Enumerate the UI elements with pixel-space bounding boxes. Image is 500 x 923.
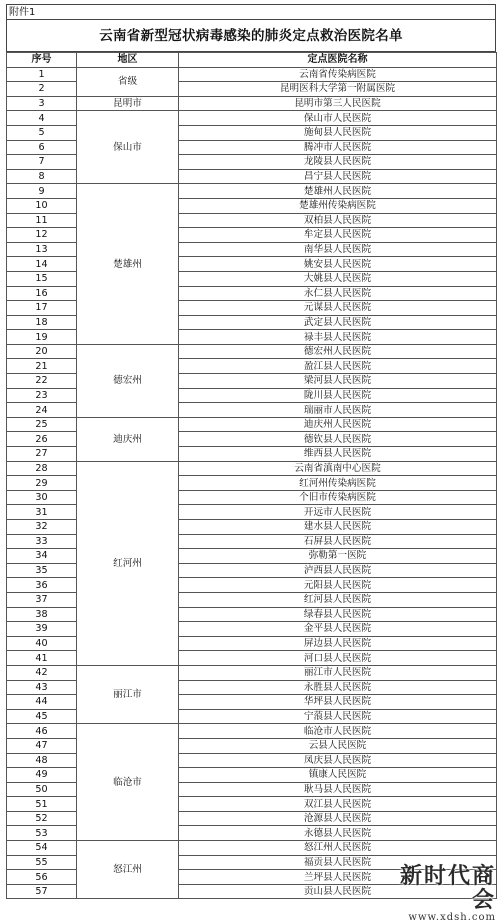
hospital-name-cell: 永德县人民医院 (179, 826, 497, 841)
serial-number-cell: 25 (7, 417, 77, 432)
hospital-name-cell: 双柏县人民医院 (179, 213, 497, 228)
serial-number-cell: 13 (7, 242, 77, 257)
header-row (7, 53, 497, 68)
table-row (7, 111, 497, 126)
serial-number-cell: 11 (7, 213, 77, 228)
serial-number-cell: 56 (7, 870, 77, 885)
watermark (378, 863, 496, 923)
serial-number-cell: 51 (7, 797, 77, 812)
hospital-name-cell: 云南省滇南中心医院 (179, 461, 497, 476)
hospital-name-cell: 兰坪县人民医院 (179, 870, 497, 885)
hospital-name-cell: 华坪县人民医院 (179, 695, 497, 710)
region-cell: 昆明市 (77, 96, 179, 111)
serial-number-cell: 40 (7, 636, 77, 651)
hospital-name-cell: 耿马县人民医院 (179, 782, 497, 797)
header-region: 地区 (77, 53, 179, 68)
hospital-name-cell: 红河州传染病医院 (179, 476, 497, 491)
hospital-name-cell: 牟定县人民医院 (179, 228, 497, 243)
hospital-name-cell: 开远市人民医院 (179, 505, 497, 520)
hospital-name-cell: 腾冲市人民医院 (179, 140, 497, 155)
hospital-name-cell: 昆明医科大学第一附属医院 (179, 82, 497, 97)
serial-number-cell: 46 (7, 724, 77, 739)
serial-number-cell: 23 (7, 388, 77, 403)
hospital-name-cell: 陇川县人民医院 (179, 388, 497, 403)
serial-number-cell: 31 (7, 505, 77, 520)
serial-number-cell: 2 (7, 82, 77, 97)
hospital-name-cell: 大姚县人民医院 (179, 271, 497, 286)
hospital-name-cell: 瑞丽市人民医院 (179, 403, 497, 418)
serial-number-cell: 6 (7, 140, 77, 155)
hospital-name-cell: 昆明市第三人民医院 (179, 96, 497, 111)
hospital-name-cell: 云县人民医院 (179, 738, 497, 753)
hospital-name-cell: 盈江县人民医院 (179, 359, 497, 374)
hospital-name-cell: 沧源县人民医院 (179, 811, 497, 826)
region-cell: 红河州 (77, 461, 179, 665)
hospital-name-cell: 永胜县人民医院 (179, 680, 497, 695)
hospital-name-cell: 宁蒗县人民医院 (179, 709, 497, 724)
region-cell: 丽江市 (77, 665, 179, 723)
serial-number-cell: 48 (7, 753, 77, 768)
hospital-name-cell: 元谋县人民医院 (179, 301, 497, 316)
serial-number-cell: 32 (7, 520, 77, 535)
hospital-name-cell: 弥勒第一医院 (179, 549, 497, 564)
hospital-name-cell: 楚雄州人民医院 (179, 184, 497, 199)
serial-number-cell: 19 (7, 330, 77, 345)
serial-number-cell: 50 (7, 782, 77, 797)
serial-number-cell: 9 (7, 184, 77, 199)
table-row (7, 184, 497, 199)
table-row (7, 665, 497, 680)
serial-number-cell: 38 (7, 607, 77, 622)
table-row (7, 344, 497, 359)
serial-number-cell: 33 (7, 534, 77, 549)
serial-number-cell: 16 (7, 286, 77, 301)
serial-number-cell: 4 (7, 111, 77, 126)
serial-number-cell: 18 (7, 315, 77, 330)
hospital-name-cell: 红河县人民医院 (179, 592, 497, 607)
serial-number-cell: 12 (7, 228, 77, 243)
table-row (7, 67, 497, 82)
hospital-name-cell: 凤庆县人民医院 (179, 753, 497, 768)
serial-number-cell: 15 (7, 271, 77, 286)
watermark-url: www.xdsh.com (408, 912, 496, 923)
hospital-name-cell: 永仁县人民医院 (179, 286, 497, 301)
serial-number-cell: 21 (7, 359, 77, 374)
region-cell: 楚雄州 (77, 184, 179, 345)
table-row (7, 96, 497, 111)
hospital-name-cell: 迪庆州人民医院 (179, 417, 497, 432)
serial-number-cell: 53 (7, 826, 77, 841)
hospital-name-cell: 屏边县人民医院 (179, 636, 497, 651)
region-cell: 德宏州 (77, 344, 179, 417)
hospital-name-cell: 建水县人民医院 (179, 520, 497, 535)
region-cell: 省级 (77, 67, 179, 96)
header-hospital-name: 定点医院名称 (179, 53, 497, 68)
serial-number-cell: 52 (7, 811, 77, 826)
serial-number-cell: 39 (7, 622, 77, 637)
serial-number-cell: 44 (7, 695, 77, 710)
hospital-name-cell: 丽江市人民医院 (179, 665, 497, 680)
serial-number-cell: 27 (7, 447, 77, 462)
serial-number-cell: 45 (7, 709, 77, 724)
hospital-name-cell: 石屏县人民医院 (179, 534, 497, 549)
hospital-name-cell: 禄丰县人民医院 (179, 330, 497, 345)
hospital-name-cell: 德钦县人民医院 (179, 432, 497, 447)
hospital-name-cell: 云南省传染病医院 (179, 67, 497, 82)
hospital-name-cell: 南华县人民医院 (179, 242, 497, 257)
table-row (7, 724, 497, 739)
hospital-name-cell: 维西县人民医院 (179, 447, 497, 462)
hospital-name-cell: 梁河县人民医院 (179, 374, 497, 389)
serial-number-cell: 14 (7, 257, 77, 272)
serial-number-cell: 8 (7, 169, 77, 184)
table-row (7, 417, 497, 432)
hospital-name-cell: 元阳县人民医院 (179, 578, 497, 593)
table-row (7, 461, 497, 476)
header-serial-number: 序号 (7, 53, 77, 68)
serial-number-cell: 10 (7, 198, 77, 213)
serial-number-cell: 57 (7, 884, 77, 899)
serial-number-cell: 3 (7, 96, 77, 111)
serial-number-cell: 29 (7, 476, 77, 491)
serial-number-cell: 54 (7, 841, 77, 856)
serial-number-cell: 36 (7, 578, 77, 593)
serial-number-cell: 7 (7, 155, 77, 170)
hospital-name-cell: 龙陵县人民医院 (179, 155, 497, 170)
region-cell: 保山市 (77, 111, 179, 184)
serial-number-cell: 34 (7, 549, 77, 564)
table-header (7, 53, 497, 68)
hospital-name-cell: 镇康人民医院 (179, 768, 497, 783)
serial-number-cell: 42 (7, 665, 77, 680)
serial-number-cell: 20 (7, 344, 77, 359)
serial-number-cell: 1 (7, 67, 77, 82)
hospital-name-cell: 绿春县人民医院 (179, 607, 497, 622)
hospital-name-cell: 泸西县人民医院 (179, 563, 497, 578)
hospital-name-cell: 个旧市传染病医院 (179, 490, 497, 505)
hospital-name-cell: 楚雄州传染病医院 (179, 198, 497, 213)
hospital-name-cell: 姚安县人民医院 (179, 257, 497, 272)
table-row (7, 841, 497, 856)
hospital-name-cell: 武定县人民医院 (179, 315, 497, 330)
hospital-name-cell: 贡山县人民医院 (179, 884, 497, 899)
serial-number-cell: 24 (7, 403, 77, 418)
hospital-name-cell: 德宏州人民医院 (179, 344, 497, 359)
serial-number-cell: 35 (7, 563, 77, 578)
serial-number-cell: 22 (7, 374, 77, 389)
document-title: 云南省新型冠状病毒感染的肺炎定点救治医院名单 (6, 19, 496, 52)
hospital-name-cell: 保山市人民医院 (179, 111, 497, 126)
serial-number-cell: 37 (7, 592, 77, 607)
hospital-name-cell: 临沧市人民医院 (179, 724, 497, 739)
region-cell: 怒江州 (77, 841, 179, 899)
hospital-name-cell: 施甸县人民医院 (179, 125, 497, 140)
serial-number-cell: 17 (7, 301, 77, 316)
hospital-name-cell: 河口县人民医院 (179, 651, 497, 666)
region-cell: 迪庆州 (77, 417, 179, 461)
hospital-table (6, 52, 497, 899)
serial-number-cell: 28 (7, 461, 77, 476)
serial-number-cell: 41 (7, 651, 77, 666)
hospital-name-cell: 怒江州人民医院 (179, 841, 497, 856)
attachment-label: 附件1 (6, 4, 496, 19)
hospital-name-cell: 昌宁县人民医院 (179, 169, 497, 184)
serial-number-cell: 55 (7, 855, 77, 870)
watermark-brand: 新时代商会 (399, 863, 496, 913)
hospital-name-cell: 双江县人民医院 (179, 797, 497, 812)
serial-number-cell: 47 (7, 738, 77, 753)
serial-number-cell: 30 (7, 490, 77, 505)
hospital-name-cell: 福贡县人民医院 (179, 855, 497, 870)
serial-number-cell: 49 (7, 768, 77, 783)
serial-number-cell: 5 (7, 125, 77, 140)
serial-number-cell: 43 (7, 680, 77, 695)
serial-number-cell: 26 (7, 432, 77, 447)
region-cell: 临沧市 (77, 724, 179, 841)
table-body (7, 67, 497, 899)
hospital-name-cell: 金平县人民医院 (179, 622, 497, 637)
hospital-list-document (6, 4, 496, 899)
